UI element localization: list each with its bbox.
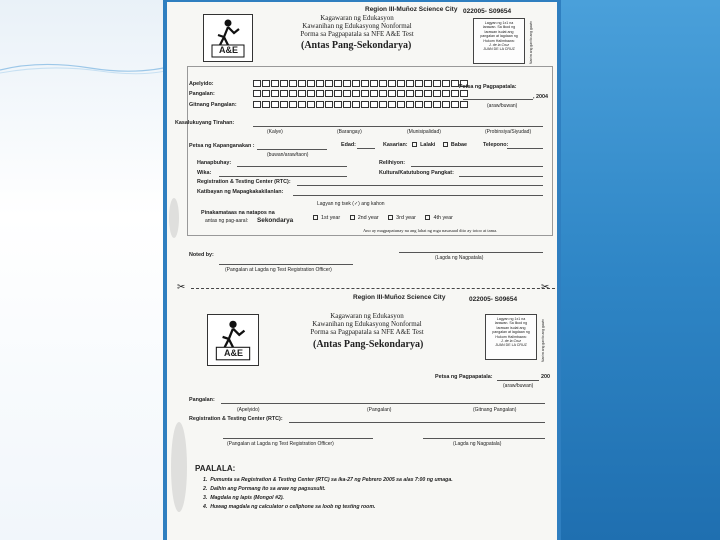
pinakamataas-label: Pinakamataas na natapos na: [201, 210, 275, 216]
wika-label: Wika:: [197, 170, 212, 176]
kasarian-label: [383, 142, 467, 148]
stamp-line: JUAN DE LA CRUZ: [483, 47, 515, 52]
applicant-sig-caption: (Lagda ng Nagpatala): [435, 255, 484, 261]
araw-buwan-caption-bottom: (araw/buwan): [503, 383, 534, 389]
scan-smudge: [171, 422, 187, 512]
year-3-label: 3rd year: [396, 215, 416, 221]
tirahan-label: Kasalukuyang Tirahan:: [175, 120, 235, 126]
scan-smudge: [169, 198, 179, 238]
pangalan-field-bottom[interactable]: [221, 403, 545, 404]
org-line-1: Kagawaran ng Edukasyon: [320, 14, 394, 22]
paalala-item: 1. Pumunta sa Registration & Testing Center (RTC) sa ika-27 ng Pebrero 2005 sa alas 7:00 ng umaga.: [203, 477, 453, 483]
edad-field[interactable]: [357, 148, 375, 149]
katibayan-label: Katibayan ng Mapagkakakilanlan:: [197, 189, 284, 195]
scissors-icon: ✂: [177, 282, 186, 293]
background-right-panel: [560, 0, 720, 540]
gitnang-boxes[interactable]: [253, 101, 469, 108]
petsa-field[interactable]: [463, 99, 533, 100]
ae-logo-bottom: [207, 314, 259, 366]
stamp-line: JUAN DE LA CRUZ: [495, 343, 527, 348]
year-1-checkbox[interactable]: [313, 215, 318, 220]
stamp-line: pangalan at lagdaan ng: [480, 34, 518, 39]
stamp-line: Hukom Halimbawa:: [483, 38, 515, 43]
org-line-1-bottom: Kagawaran ng Edukasyon: [330, 312, 404, 320]
babae-checkbox[interactable]: [443, 142, 448, 147]
babae-label: Babae: [450, 142, 468, 148]
telepono-label: Telepono:: [483, 142, 509, 148]
paalala-item: 3. Magdala ng lapis (Mongol #2).: [203, 495, 285, 501]
pangalan-label: Pangalan:: [189, 91, 215, 97]
stamp-line: larawan isulat ang: [496, 325, 526, 330]
stamp-line: J. de la Cruz: [500, 339, 522, 344]
year-4-label: 4th year: [433, 215, 453, 221]
officer-sig-caption-bottom: (Pangalan at Lagda ng Test Registration Officer): [227, 441, 334, 447]
scissors-icon: ✂: [541, 282, 550, 293]
applicant-signature-line[interactable]: [399, 252, 543, 253]
stamp-line: larawan. Sa likod ng: [482, 25, 516, 30]
noted-by-label: Noted by:: [189, 252, 214, 258]
serial-number: 022005- S09654: [463, 8, 512, 15]
hanapbuhay-field[interactable]: [237, 166, 347, 167]
gitnang-caption-bottom: (Gitnang Pangalan): [473, 407, 517, 413]
rtc-label: Registration & Testing Center (RTC):: [197, 179, 291, 185]
relihiyon-label: Relihiyon:: [379, 160, 406, 166]
kapanganakan-label: Petsa ng Kapanganakan :: [189, 143, 255, 149]
officer-signature-line-bottom[interactable]: [223, 438, 373, 439]
stamp-line: pangalan at lagdaan ng: [492, 330, 530, 335]
applicant-signature-line-bottom[interactable]: [423, 438, 545, 439]
stamp-side-text-bottom: Nanim ang ganito ang gawin: [541, 319, 545, 362]
logo-text: A&E: [219, 45, 239, 55]
kultura-field[interactable]: [459, 176, 543, 177]
lalaki-checkbox[interactable]: [412, 142, 417, 147]
petsa-label: Petsa ng Pagpapatala:: [459, 84, 517, 90]
year-4-checkbox[interactable]: [425, 215, 430, 220]
relihiyon-field[interactable]: [411, 166, 543, 167]
apelyido-boxes[interactable]: [253, 80, 469, 87]
region-header-bottom: Region III-Muñoz Science City: [353, 294, 446, 301]
hanapbuhay-label: Hanapbuhay:: [197, 160, 232, 166]
ae-logo: [203, 14, 253, 62]
stamp-line: J. de la Cruz: [488, 43, 510, 48]
petsa-field-bottom[interactable]: [497, 380, 539, 381]
kultura-label: Kultura/Katutubong Pangkat:: [379, 170, 454, 176]
pangalan-label-bottom: Pangalan:: [189, 397, 215, 403]
org-line-2-bottom: Kawanihan ng Edukasyong Nonformal: [312, 320, 422, 328]
lagyan-tsek-note: Lagyan ng tsek (✓) ang kahon: [317, 201, 385, 207]
stamp-side-text: Nanim ang ganito ang gawin: [529, 21, 533, 64]
level-title-bottom: (Antas Pang-Sekondarya): [313, 339, 424, 350]
stamp-line: Lagyan ng 1x1 na: [496, 317, 526, 321]
paalala-item: 4. Huwag magdala ng calculator o cellphone sa loob ng testing room.: [203, 504, 376, 510]
photo-stamp-bottom: [485, 314, 537, 360]
logo-text: A&E: [224, 348, 244, 358]
applicant-sig-caption-bottom: (Lagda ng Nagpatala): [453, 441, 502, 447]
paalala-title: PAALALA:: [195, 464, 236, 473]
kalye-caption: (Kalye): [267, 129, 283, 135]
document-photo-frame: [163, 0, 561, 540]
araw-buwan-caption: (araw/buwan): [487, 103, 518, 109]
telepono-field[interactable]: [507, 148, 543, 149]
stamp-line: Lagyan ng 1x1 na: [484, 21, 514, 25]
year-suffix: , 2004: [533, 94, 548, 100]
apelyido-label: Apelyido:: [189, 81, 214, 87]
cut-line: [191, 288, 557, 289]
region-header: Region III-Muñoz Science City: [365, 6, 458, 13]
gitnang-label: Gitnang Pangalan:: [189, 102, 237, 108]
katibayan-field[interactable]: [293, 195, 543, 196]
background-left-panel: [0, 0, 168, 540]
year-3-checkbox[interactable]: [388, 215, 393, 220]
officer-sig-caption: (Pangalan at Lagda ng Test Registration Officer): [225, 267, 332, 273]
lalaki-label: Lalaki: [420, 142, 436, 148]
org-line-2: Kawanihan ng Edukasyong Nonformal: [302, 22, 412, 30]
registration-form-paper: [167, 2, 557, 540]
photo-stamp-top: [473, 18, 525, 64]
level-title: (Antas Pang-Sekondarya): [301, 40, 412, 51]
stamp-line: larawan isulat ang: [484, 29, 514, 34]
wika-field[interactable]: [219, 176, 347, 177]
apelyido-caption-bottom: (Apelyido): [237, 407, 260, 413]
paalala-list: [203, 476, 453, 512]
buwan-araw-taon-caption: (buwan/araw/taon): [267, 152, 309, 158]
year-suffix-bottom: 200: [541, 374, 550, 380]
stamp-line: larawan. Sa likod ng: [494, 321, 528, 326]
kasarian-text: Kasarian:: [383, 142, 408, 148]
antas-label: antas ng pag-aaral:: [205, 218, 249, 224]
year-options: [313, 215, 453, 221]
year-1-label: 1st year: [321, 215, 341, 221]
probinsya-caption: (Probinsiya/Siyudad): [485, 129, 532, 135]
officer-signature-line[interactable]: [219, 264, 353, 265]
sekondarya-label: Sekondarya: [257, 217, 294, 224]
paalala-item: 2. Dalhin ang Pormang ito sa araw ng pagsusulit.: [203, 486, 326, 492]
background-wave: [0, 58, 180, 78]
edad-label: Edad:: [341, 142, 356, 148]
pangalan-caption-bottom: (Pangalan): [367, 407, 392, 413]
pangalan-boxes[interactable]: [253, 90, 469, 97]
petsa-label-bottom: Petsa ng Pagpapatala:: [435, 374, 493, 380]
stamp-line: Hukom Halimbawa:: [495, 334, 527, 339]
kapanganakan-field[interactable]: [257, 149, 327, 150]
rtc-field-bottom[interactable]: [289, 422, 545, 423]
applicant-declaration: Ano ay magpapatunay na ang lahat ng mga nasasaad dito ay totoo at tama.: [363, 228, 498, 233]
year-2-label: 2nd year: [357, 215, 379, 221]
rtc-label-bottom: Registration & Testing Center (RTC):: [189, 416, 283, 422]
rtc-field[interactable]: [297, 185, 543, 186]
munisipalidad-caption: (Munisipalidad): [407, 129, 441, 135]
year-2-checkbox[interactable]: [350, 215, 355, 220]
org-line-3-bottom: Porma sa Pagpapatala sa NFE A&E Test: [310, 328, 424, 336]
serial-number-bottom: 022005- S09654: [469, 296, 518, 303]
barangay-caption: (Barangay): [337, 129, 362, 135]
org-line-3: Porma sa Pagpapatala sa NFE A&E Test: [300, 30, 414, 38]
tirahan-field[interactable]: [253, 126, 543, 127]
